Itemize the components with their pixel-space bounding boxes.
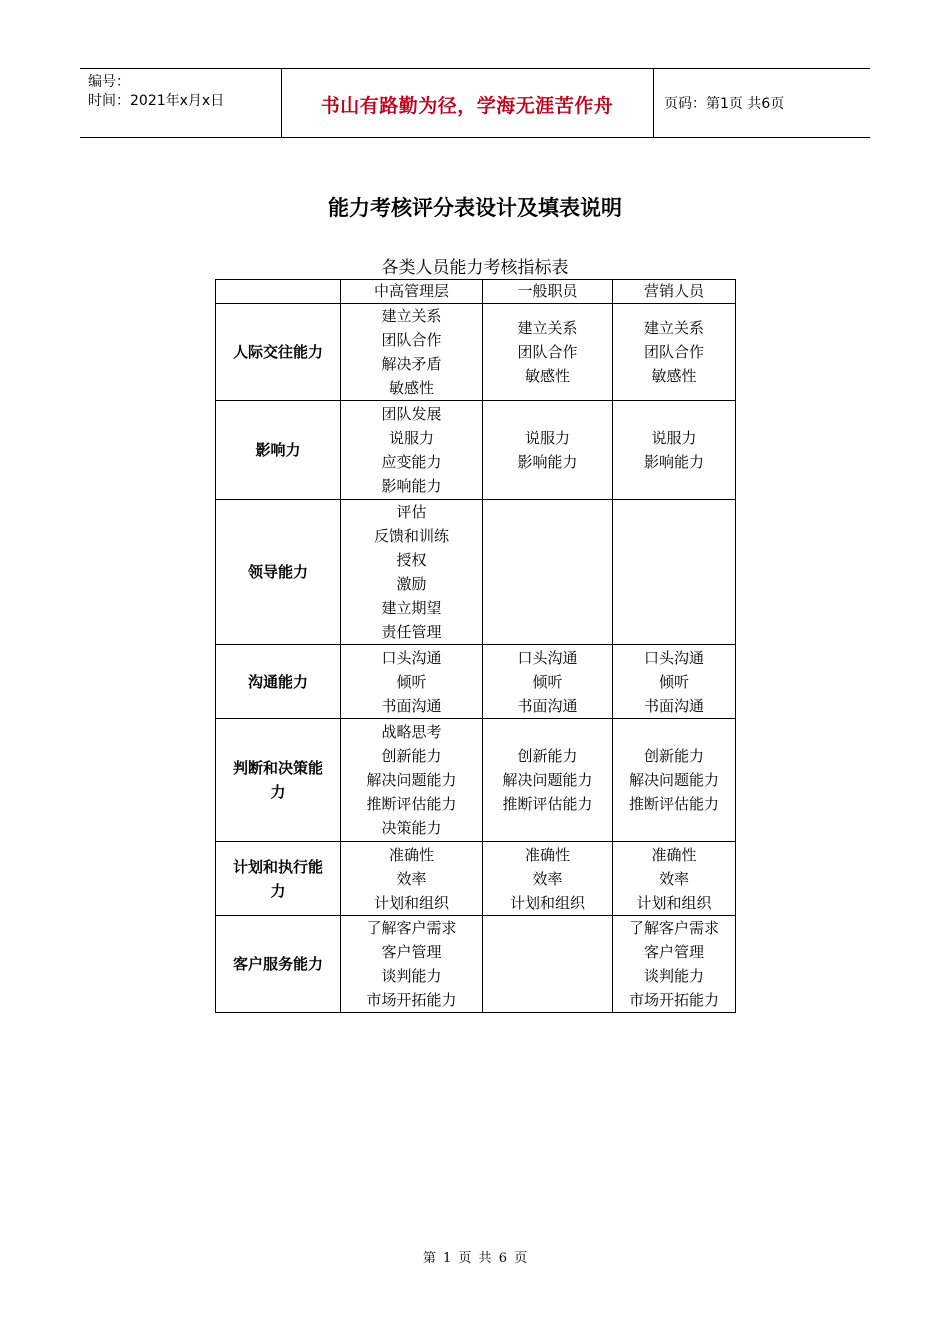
indicator-item: 反馈和训练 xyxy=(373,527,449,545)
row-label: 影响力 xyxy=(216,401,341,500)
table-cell xyxy=(341,304,483,401)
table-cell xyxy=(483,500,613,645)
indicator-item: 客户管理 xyxy=(643,943,704,961)
indicator-item: 书面沟通 xyxy=(643,696,704,715)
indicator-item: 解决矛盾 xyxy=(381,355,442,373)
indicator-item: 敏感性 xyxy=(651,367,697,385)
indicator-item: 责任管理 xyxy=(381,623,442,641)
indicator-item: 市场开拓能力 xyxy=(628,991,719,1009)
indicator-item: 谈判能力 xyxy=(643,967,704,985)
indicator-item: 说服力 xyxy=(651,429,697,447)
table-cell xyxy=(483,842,613,916)
row-label: 人际交往能力 xyxy=(216,304,341,401)
header-page-label: 页码：第1页 共6页 xyxy=(664,96,785,112)
column-header: 营销人员 xyxy=(613,280,736,304)
number-label: 编号： xyxy=(88,74,130,90)
indicator-item: 授权 xyxy=(396,551,427,569)
indicator-item: 战略思考 xyxy=(381,723,442,741)
indicator-item: 谈判能力 xyxy=(381,967,442,985)
row-label: 领导能力 xyxy=(216,500,341,645)
indicator-item: 建立关系 xyxy=(381,307,442,325)
indicator-item: 影响能力 xyxy=(643,453,704,471)
indicator-item: 建立关系 xyxy=(517,319,578,337)
indicator-item: 了解客户需求 xyxy=(366,919,457,937)
table-row xyxy=(216,645,736,719)
indicator-item: 解决问题能力 xyxy=(502,771,593,789)
table-cell xyxy=(613,916,736,1013)
indicator-item: 解决问题能力 xyxy=(366,771,457,789)
indicator-item: 效率 xyxy=(532,869,563,888)
indicator-item: 倾听 xyxy=(658,672,689,691)
indicator-item: 建立期望 xyxy=(381,599,442,617)
indicator-item: 市场开拓能力 xyxy=(366,991,457,1009)
indicator-item: 评估 xyxy=(396,503,427,521)
indicator-item: 应变能力 xyxy=(381,453,442,471)
document-title: 能力考核评分表设计及填表说明 xyxy=(328,196,622,220)
indicator-item: 解决问题能力 xyxy=(628,771,719,789)
header-meta xyxy=(88,73,224,111)
table-cell xyxy=(613,304,736,401)
table-cell xyxy=(341,719,483,842)
table-row xyxy=(216,500,736,645)
indicator-item: 口头沟通 xyxy=(517,648,578,667)
indicator-item: 推断评估能力 xyxy=(628,795,719,813)
indicator-item: 激励 xyxy=(396,575,427,593)
competency-table xyxy=(215,279,736,1013)
header-divider xyxy=(653,69,654,137)
indicator-item: 客户管理 xyxy=(381,943,442,961)
indicator-item: 口头沟通 xyxy=(643,648,704,667)
table-cell xyxy=(483,401,613,500)
indicator-item: 计划和组织 xyxy=(509,893,585,912)
indicator-item: 影响能力 xyxy=(517,453,578,471)
indicator-item: 敏感性 xyxy=(388,379,434,397)
column-header: 一般职员 xyxy=(483,280,613,304)
indicator-item: 影响能力 xyxy=(381,477,442,495)
column-header: 中高管理层 xyxy=(341,280,483,304)
date-label: 时间：2021年x月x日 xyxy=(88,93,225,109)
indicator-item: 创新能力 xyxy=(381,747,442,765)
row-label: 计划和执行能力 xyxy=(216,842,341,916)
table-cell xyxy=(613,645,736,719)
document-header xyxy=(80,68,870,138)
indicator-item: 决策能力 xyxy=(381,819,442,837)
table-cell xyxy=(613,842,736,916)
page-footer: 第 1 页 共 6 页 xyxy=(422,1251,528,1266)
indicator-item: 口头沟通 xyxy=(381,648,442,667)
indicator-item: 计划和组织 xyxy=(373,893,449,912)
table-row xyxy=(216,401,736,500)
column-header xyxy=(216,280,341,304)
table-header-row xyxy=(216,280,736,304)
table-row xyxy=(216,719,736,842)
table-row xyxy=(216,842,736,916)
indicator-item: 了解客户需求 xyxy=(628,919,719,937)
indicator-item: 创新能力 xyxy=(517,747,578,765)
table-cell xyxy=(341,500,483,645)
indicator-item: 倾听 xyxy=(532,672,563,691)
indicator-item: 书面沟通 xyxy=(517,696,578,715)
indicator-item: 团队发展 xyxy=(381,405,442,423)
indicator-item: 准确性 xyxy=(388,845,434,864)
indicator-item: 效率 xyxy=(658,869,689,888)
table-cell xyxy=(483,719,613,842)
table-cell xyxy=(341,401,483,500)
indicator-item: 建立关系 xyxy=(643,319,704,337)
indicator-item: 敏感性 xyxy=(524,367,570,385)
table-cell xyxy=(613,719,736,842)
indicator-item: 计划和组织 xyxy=(636,893,712,912)
indicator-item: 书面沟通 xyxy=(381,696,442,715)
table-cell xyxy=(341,842,483,916)
table-cell xyxy=(613,401,736,500)
indicator-item: 团队合作 xyxy=(643,343,704,361)
indicator-item: 团队合作 xyxy=(381,331,442,349)
row-label: 沟通能力 xyxy=(216,645,341,719)
indicator-item: 推断评估能力 xyxy=(502,795,593,813)
header-motto: 书山有路勤为径，学海无涯苦作舟 xyxy=(320,95,614,117)
indicator-item: 准确性 xyxy=(524,845,570,864)
table-cell xyxy=(483,645,613,719)
indicator-item: 说服力 xyxy=(388,429,434,447)
indicator-item: 效率 xyxy=(396,869,427,888)
table-cell xyxy=(613,500,736,645)
table-cell xyxy=(341,645,483,719)
indicator-item: 说服力 xyxy=(524,429,570,447)
indicator-item: 准确性 xyxy=(651,845,697,864)
indicator-item: 创新能力 xyxy=(643,747,704,765)
indicator-item: 推断评估能力 xyxy=(366,795,457,813)
table-row xyxy=(216,916,736,1013)
table-cell xyxy=(341,916,483,1013)
table-caption: 各类人员能力考核指标表 xyxy=(381,258,569,278)
table-row xyxy=(216,304,736,401)
row-label: 客户服务能力 xyxy=(216,916,341,1013)
row-label: 判断和决策能力 xyxy=(216,719,341,842)
table-cell xyxy=(483,304,613,401)
table-cell xyxy=(483,916,613,1013)
indicator-item: 倾听 xyxy=(396,672,427,691)
indicator-item: 团队合作 xyxy=(517,343,578,361)
